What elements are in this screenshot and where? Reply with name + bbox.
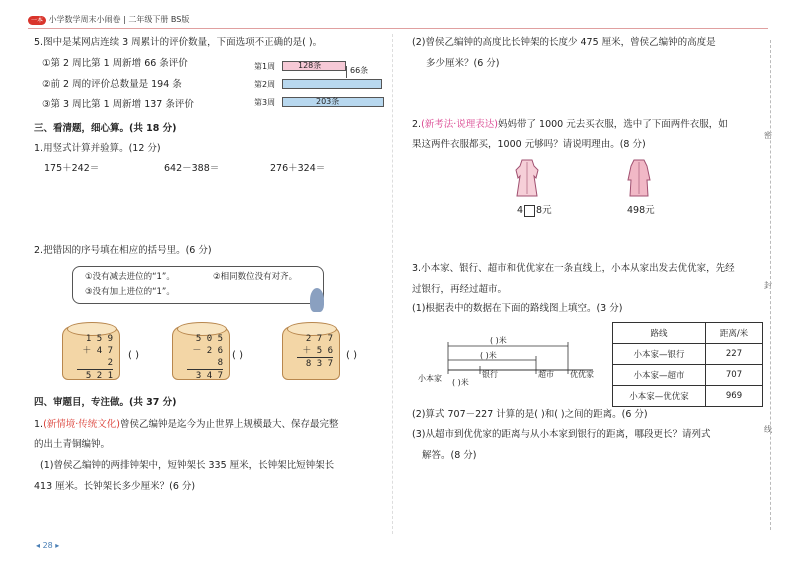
r-q3-a: 3.小本家、银行、超市和优优家在一条直线上，小本从家出发去优优家，先经 [412,263,735,274]
s3-q2: 2.把错因的序号填在相应的括号里。(6 分) [34,245,212,256]
calc2-a: 5 0 5 [195,334,223,344]
r-q3-sub3-b: 解答。(8 分) [422,450,477,461]
route-bank-label: 银行 [482,370,498,379]
s3-expr-3: 276＋324＝ [270,163,326,174]
calc1-b: ＋ 4 7 2 [82,346,113,368]
gap-marker [346,66,348,78]
table-row [613,344,763,365]
q5-text: 5.图中是某网店连续 3 周累计的评价数量，下面选项不正确的是( )。 [34,37,323,48]
r-q3-sub2: (2)算式 707－227 计算的是( )和( )之间的距离。(6 分) [412,409,648,420]
column-divider [392,34,393,534]
table-row [613,365,763,386]
distance-table [612,322,763,407]
r-q3-sub1: (1)根据表中的数据在下面的路线图上填空。(3 分) [412,303,623,314]
q5-option-3: ③第 3 周比第 1 周新增 137 条评价 [42,99,194,110]
brand-logo: 一本 [28,16,46,25]
s3-expr-2: 642－388＝ [164,163,220,174]
week3-label: 第3周 [254,98,276,107]
r-q2-text-2: 果这两件衣服都买，1000 元够吗？请说明理由。(8 分) [412,139,646,150]
week1-value: 128条 [298,61,322,70]
coat-2-icon [627,158,651,198]
s4-q1 [34,418,339,431]
binding-line [770,40,771,530]
price-1 [517,204,552,217]
reason-box [72,266,324,304]
reason-1: ①没有减去进位的“1”。 [85,272,175,282]
table-cell-route: 小本家—超市 [613,365,706,386]
r-q3-b: 过银行，再经过超市。 [412,284,508,295]
stump-calc-1 [62,326,120,380]
s4-q1-text: 曾侯乙编钟是迄今为止世界上规模最大、保存最完整 [120,419,339,430]
s4-q1-tag: (新情境·传统文化) [43,419,121,430]
calc3-a: 2 7 7 [305,334,333,344]
s4-q1-num: 1. [34,419,44,430]
route-market-label: 超市 [538,370,554,379]
section3-title: 三、看清题，细心算。(共 18 分) [34,123,177,134]
calc2-b: － 2 6 8 [192,346,223,368]
q5-option-2: ②前 2 周的评价总数量是 194 条 [42,79,182,90]
r-q2-text: 妈妈带了 1000 元去买衣服，选中了下面两件衣服，如 [498,119,728,130]
q1-sub2-b: 多少厘米？(6 分) [426,58,500,69]
calc1-a: 1 5 9 [85,334,113,344]
route-bot-blank[interactable]: ( )米 [452,378,469,387]
r-q2-num: 2. [412,119,422,130]
coat-1-icon [515,158,539,198]
reason-2: ②相同数位没有对齐。 [213,272,298,282]
answer-paren-1[interactable]: ( ) [128,350,139,361]
s4-q1-sub1-a: (1)曾侯乙编钟的两排钟架中，短钟架长 335 厘米，长钟架比短钟架长 [40,460,335,471]
header-title: 小学数学周末小闹卷 [48,15,121,24]
table-cell-distance: 969 [706,386,763,407]
q1-sub2-a: (2)曾侯乙编钟的高度比长钟架的长度少 475 厘米，曾侯乙编钟的高度是 [412,37,716,48]
route-home-label: 小本家 [418,374,442,383]
bird-icon [310,288,324,312]
reason-3: ③没有加上进位的“1”。 [85,287,175,297]
gap-value: 66条 [350,66,369,75]
header-sep: | [123,15,126,24]
header-rule [28,28,768,29]
price-2: 498元 [627,205,655,216]
header [28,14,189,25]
route-diagram [418,330,608,390]
q5-bar-chart [254,58,394,118]
calc3-b: ＋ 5 6 [302,346,333,356]
page-number-value: 28 [42,541,53,550]
table-header-route: 路线 [613,323,706,344]
s3-expr-1: 175＋242＝ [44,163,100,174]
r-q2 [412,118,728,131]
r-q2-tag: (新考法·说理表达) [421,119,499,130]
table-cell-route: 小本家—优优家 [613,386,706,407]
table-row [613,386,763,407]
table-cell-distance: 707 [706,365,763,386]
week1-label: 第1周 [254,62,276,71]
answer-paren-3[interactable]: ( ) [346,350,357,361]
s3-q1: 1.用竖式计算并验算。(12 分) [34,143,161,154]
route-top-blank[interactable]: ( )米 [490,336,507,345]
side-mark-1: 密 [764,131,772,140]
calc2-result: 3 4 7 [187,369,223,382]
week2-bar [282,79,382,89]
s4-q1-text-2: 的出土青铜编钟。 [34,439,111,450]
side-mark-3: 线 [764,425,772,434]
table-cell-route: 小本家—银行 [613,344,706,365]
stump-calc-3 [282,326,340,380]
week3-value: 203条 [316,97,340,106]
stump-calc-2 [172,326,230,380]
s4-q1-sub1-b: 413 厘米。长钟架长多少厘米？(6 分) [34,481,196,492]
calc3-result: 8 3 7 [297,357,333,370]
header-grade: 二年级下册 BS版 [128,15,190,24]
table-header-distance: 距离/米 [706,323,763,344]
route-mid-blank[interactable]: ( )米 [480,351,497,360]
table-header-row [613,323,763,344]
r-q3-sub3-a: (3)从超市到优优家的距离与从小本家到银行的距离，哪段更长？请列式 [412,429,711,440]
price-1-prefix: 4 [517,205,524,216]
route-yy-label: 优优家 [570,370,594,379]
price-1-suffix: 8元 [536,205,552,216]
answer-paren-2[interactable]: ( ) [232,350,243,361]
price-1-blank[interactable] [524,205,535,217]
week2-label: 第2周 [254,80,276,89]
side-mark-2: 封 [764,281,772,290]
table-cell-distance: 227 [706,344,763,365]
calc1-result: 5 2 1 [77,369,113,382]
page-number: ◂ 28 ▸ [36,541,60,550]
section4-title: 四、审题目，专注做。(共 37 分) [34,397,177,408]
q5-option-1: ①第 2 周比第 1 周新增 66 条评价 [42,58,188,69]
